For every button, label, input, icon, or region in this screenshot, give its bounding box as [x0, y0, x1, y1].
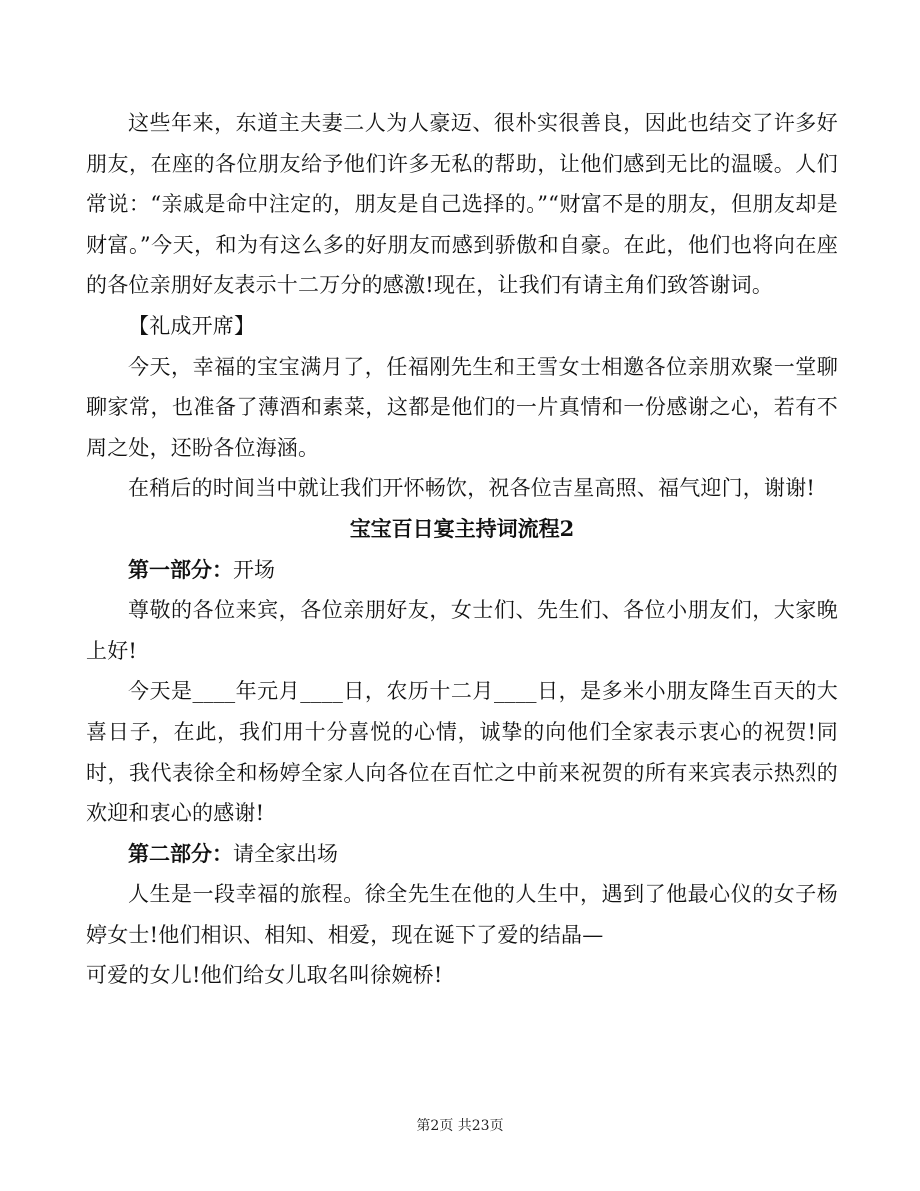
page-number-footer: 第2页 共23页: [416, 1118, 504, 1134]
part1-text: 开场: [233, 557, 275, 582]
document-body: [86, 103, 838, 996]
paragraph-daughter-name: 可爱的女儿!他们给女儿取名叫徐婉桥!: [86, 963, 443, 988]
part2-heading: [86, 834, 838, 875]
paragraph-thanks: 这些年来，东道主夫妻二人为人豪迈、很朴实很善良，因此也结交了许多好朋友，在座的各位朋友给予他们许多无私的帮助，让他们感到无比的温暖。人们常说：“亲戚是命中注定的，朋友是自己选择的。”“财富不是的朋友，但朋友却是财富。”今天，和为有这么多的好朋友而感到骄傲和自豪。在此，他们也将向在座的各位亲朋好友表示十二万分的感激!现在，让我们有请主角们致答谢词。: [86, 111, 838, 298]
paragraph-toast: 在稍后的时间当中就让我们开怀畅饮，祝各位吉星高照、福气迎门，谢谢!: [128, 476, 816, 501]
part1-label: 第一部分：: [128, 556, 233, 582]
part2-label: 第二部分：: [128, 840, 233, 866]
paragraph-life-journey: 人生是一段幸福的旅程。徐全先生在他的人生中，遇到了他最心仪的女子杨婷女士!他们相识、相知、相爱，现在诞下了爱的结晶—: [86, 882, 838, 947]
paragraph-ceremony-heading: 【礼成开席】: [128, 313, 256, 338]
section-title: 宝宝百日宴主持词流程2: [349, 515, 575, 541]
part1-heading: [86, 550, 838, 591]
paragraph-greeting: 尊敬的各位来宾，各位亲朋好友，女士们、先生们、各位小朋友们，大家晚上好!: [86, 598, 838, 663]
paragraph-date-announcement: 今天是____年元月____日，农历十二月____日，是多米小朋友降生百天的大喜日子，在此，我们用十分喜悦的心情，诚挚的向他们全家表示衷心的祝贺!同时，我代表徐全和杨婷全家人向各位在百忙之中前来祝贺的所有来宾表示热烈的欢迎和衷心的感谢!: [86, 679, 838, 826]
part2-text: 请全家出场: [233, 841, 338, 866]
paragraph-celebration: 今天，幸福的宝宝满月了，任福刚先生和王雪女士相邀各位亲朋欢聚一堂聊聊家常，也准备了薄酒和素菜，这都是他们的一片真情和一份感谢之心，若有不周之处，还盼各位海涵。: [86, 354, 838, 460]
